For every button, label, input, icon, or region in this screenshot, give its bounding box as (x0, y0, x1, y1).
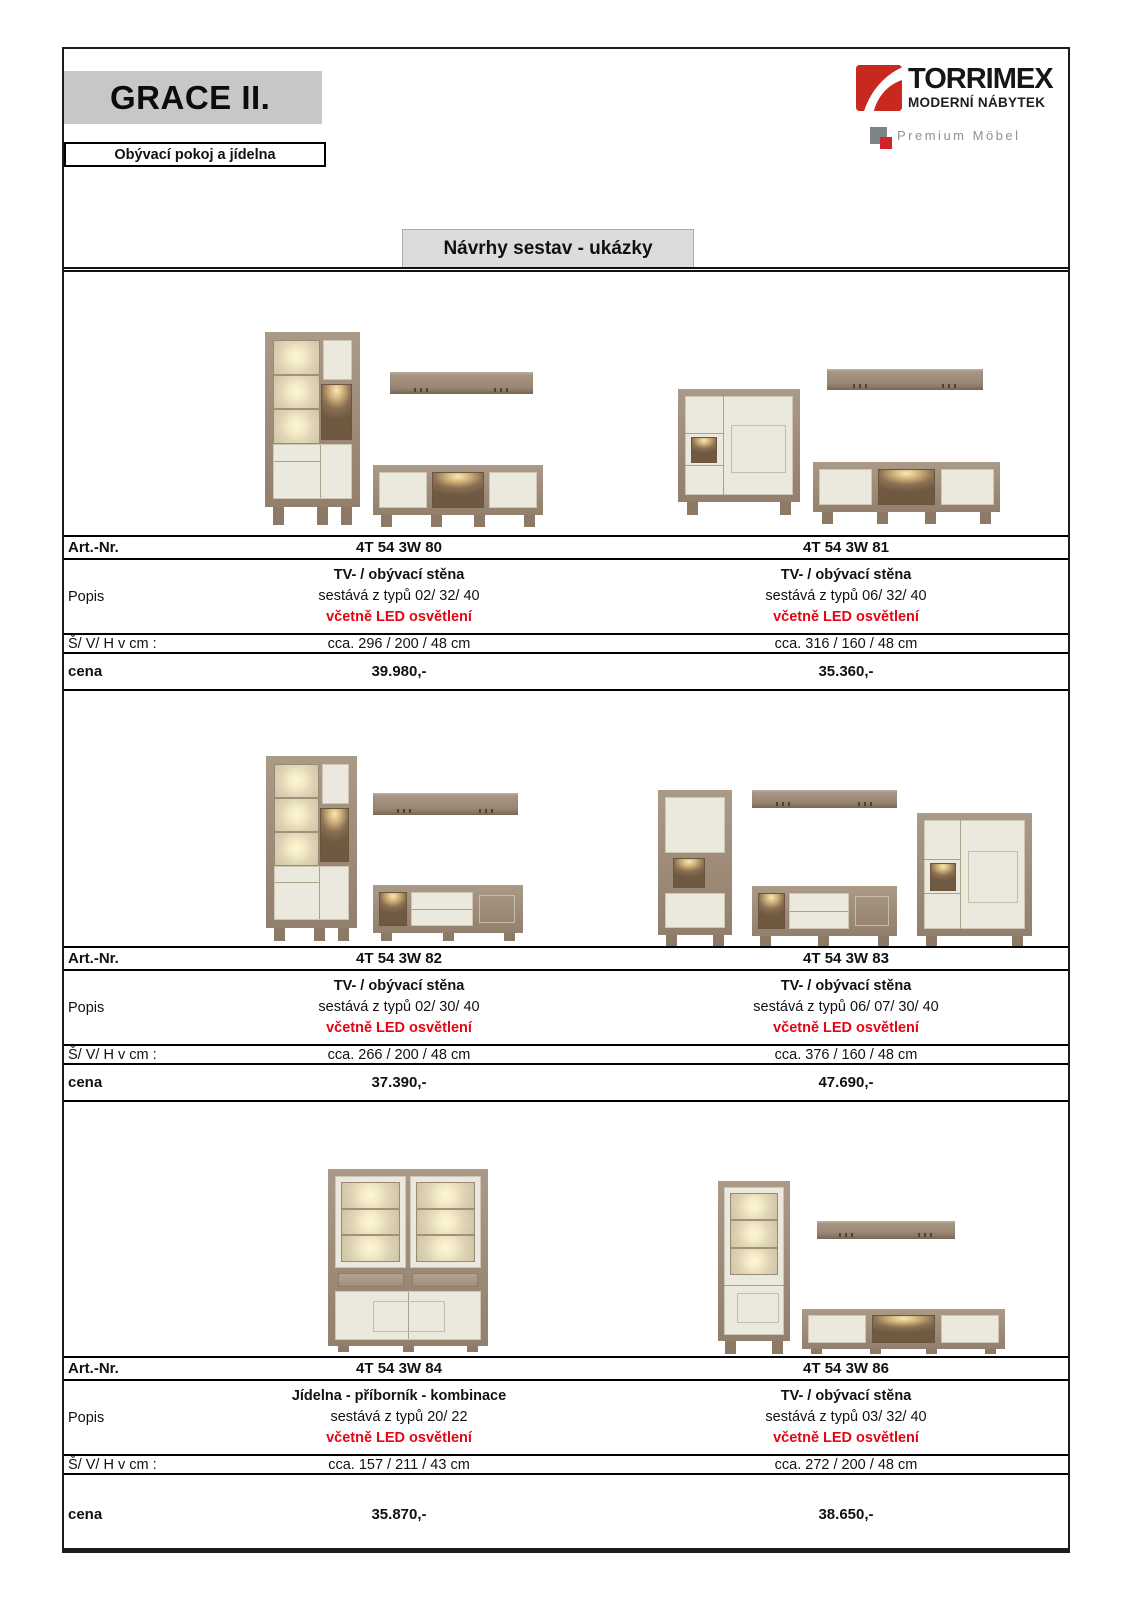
led-spots (494, 388, 509, 392)
dims-label: Š/ V/ H v cm : (68, 1046, 157, 1063)
foot (980, 512, 991, 524)
panel-outline (968, 851, 1018, 903)
brand-tagline: MODERNÍ NÁBYTEK (908, 95, 1046, 110)
glass-panel (341, 1182, 400, 1262)
foot (274, 928, 285, 941)
foot (314, 928, 325, 941)
lit-diamond (274, 410, 319, 443)
premium-red-square-icon (880, 137, 892, 149)
door-panel (665, 893, 725, 928)
popis-sub: sestává z typů 02/ 32/ 40 (318, 587, 480, 604)
foot (811, 1349, 822, 1354)
art-nr-label: Art.-Nr. (68, 539, 119, 556)
led-niche (673, 858, 705, 888)
popis-label: Popis (68, 1409, 105, 1426)
popis-led: včetně LED osvětlení (773, 1020, 919, 1036)
popis-title: TV- / obývací stěna (780, 977, 912, 994)
popis-title: TV- / obývací stěna (333, 977, 465, 994)
brand-name: TORRIMEX (908, 63, 1053, 95)
lit-diamond (342, 1210, 399, 1235)
led-spots (839, 1233, 854, 1237)
panel-seam (685, 465, 723, 466)
lit-diamond (342, 1236, 399, 1261)
dims-label: Š/ V/ H v cm : (68, 1456, 157, 1473)
lit-diamond (417, 1183, 474, 1208)
foot (341, 507, 352, 525)
door-panel (808, 1315, 866, 1343)
popis-sub: sestává z typů 06/ 07/ 30/ 40 (753, 998, 939, 1015)
foot (780, 502, 791, 515)
foot (713, 935, 724, 946)
popis-label: Popis (68, 999, 105, 1016)
vitrine-illustration (266, 756, 357, 928)
wall-shelf-illustration (817, 1221, 955, 1239)
door-panel (819, 469, 872, 505)
foot (926, 936, 937, 946)
panel-outline (855, 896, 889, 926)
door-panel (274, 866, 349, 920)
art-nr-row (64, 946, 1068, 971)
lit-diamond (274, 341, 319, 374)
product-section-2 (64, 691, 1068, 1102)
foot (403, 1346, 414, 1352)
torrimex-logo (856, 63, 1053, 111)
foot (822, 512, 833, 524)
dims-label: Š/ V/ H v cm : (68, 635, 157, 652)
brand-text-block (908, 65, 1053, 110)
led-niche (432, 472, 484, 508)
door-panel (323, 340, 352, 380)
foot (925, 512, 936, 524)
popis-value (624, 1386, 1068, 1449)
foot (725, 1341, 736, 1354)
popis-led: včetně LED osvětlení (326, 1430, 472, 1446)
cena-value: 37.390,- (371, 1074, 427, 1091)
page-title: GRACE II. (64, 71, 322, 124)
popis-value (174, 565, 624, 628)
foot (985, 1349, 996, 1354)
glass-panel (274, 764, 319, 866)
foot (870, 1349, 881, 1354)
led-spots (918, 1233, 933, 1237)
door-panel (941, 1315, 999, 1343)
art-nr-row (64, 535, 1068, 560)
foot (381, 515, 392, 527)
led-niche (758, 893, 785, 929)
lowboard-illustration (373, 885, 523, 933)
art-nr-value: 4T 54 3W 82 (356, 950, 442, 967)
art-nr-value: 4T 54 3W 86 (803, 1360, 889, 1377)
popis-row (64, 971, 1068, 1044)
foot (338, 1346, 349, 1352)
door-panel (941, 469, 994, 505)
lit-diamond (275, 799, 318, 831)
popis-title: TV- / obývací stěna (780, 566, 912, 583)
dims-row (64, 1044, 1068, 1065)
cena-label: cena (68, 1505, 103, 1523)
wall-shelf-illustration (827, 369, 983, 390)
foot (338, 928, 349, 941)
panel-seam (790, 911, 848, 912)
cabinet-illustration (658, 790, 732, 935)
cena-label: cena (68, 1074, 103, 1091)
popis-value (174, 1386, 624, 1449)
art-nr-label: Art.-Nr. (68, 950, 119, 967)
led-niche (930, 863, 956, 891)
panel-outline (737, 1293, 779, 1323)
product-image-4t543w86 (568, 1102, 1072, 1356)
popis-led: včetně LED osvětlení (773, 1430, 919, 1446)
popis-led: včetně LED osvětlení (773, 609, 919, 625)
panel-seam (274, 461, 320, 462)
wall-shelf-illustration (752, 790, 897, 808)
lowboard-illustration (813, 462, 1000, 512)
panel-seam (685, 433, 723, 434)
lit-diamond (275, 833, 318, 865)
cena-value: 35.360,- (818, 663, 874, 680)
popis-led: včetně LED osvětlení (326, 609, 472, 625)
led-spots (776, 802, 791, 806)
dims-value: cca. 157 / 211 / 43 cm (328, 1456, 470, 1473)
dims-value: cca. 316 / 160 / 48 cm (774, 635, 918, 652)
lit-diamond (417, 1236, 474, 1261)
panel-seam (924, 893, 960, 894)
foot (524, 515, 535, 527)
premium-label: Premium Möbel (897, 128, 1021, 143)
dims-value: cca. 296 / 200 / 48 cm (327, 635, 471, 652)
popis-sub: sestává z typů 03/ 32/ 40 (765, 1408, 927, 1425)
images-row-3 (64, 1102, 1068, 1356)
product-image-4t543w83 (568, 691, 1072, 946)
popis-label: Popis (68, 588, 105, 605)
led-spots (853, 384, 868, 388)
popis-title: Jídelna - příborník - kombinace (291, 1387, 507, 1404)
panel-seam (924, 859, 960, 860)
led-spots (397, 809, 412, 813)
buffet-illustration (328, 1169, 488, 1346)
foot (431, 515, 442, 527)
lowboard-illustration (752, 886, 897, 936)
glass-panel (730, 1193, 778, 1275)
led-niche (379, 892, 407, 926)
panel-seam (723, 396, 724, 495)
foot (381, 933, 392, 941)
product-section-3 (64, 1102, 1068, 1553)
product-image-4t543w82 (64, 691, 568, 946)
foot (772, 1341, 783, 1354)
panel-seam (275, 882, 319, 883)
dims-value: cca. 266 / 200 / 48 cm (327, 1046, 471, 1063)
dims-value: cca. 272 / 200 / 48 cm (774, 1456, 918, 1473)
led-spots (858, 802, 873, 806)
foot (1012, 936, 1023, 946)
panel-seam (320, 445, 321, 498)
foot (878, 936, 889, 946)
panel-seam (960, 820, 961, 929)
lit-diamond (342, 1183, 399, 1208)
images-row-1 (64, 272, 1068, 535)
art-nr-value: 4T 54 3W 84 (356, 1360, 442, 1377)
cena-row (64, 654, 1068, 691)
dims-row (64, 633, 1068, 654)
wall-shelf-illustration (373, 793, 518, 815)
popis-title: TV- / obývací stěna (780, 1387, 912, 1404)
art-nr-row (64, 1356, 1068, 1381)
led-spots (479, 809, 494, 813)
panel-seam (724, 1285, 784, 1286)
vitrine-illustration (265, 332, 360, 507)
lowboard-illustration (373, 465, 543, 515)
panel-outline (373, 1301, 445, 1332)
product-section-1 (64, 272, 1068, 691)
cena-row (64, 1475, 1068, 1553)
foot (474, 515, 485, 527)
product-image-4t543w81 (568, 272, 1072, 535)
wall-shelf-illustration (390, 372, 533, 394)
foot (666, 935, 677, 946)
product-image-4t543w84 (64, 1102, 568, 1356)
panel-outline (479, 895, 515, 923)
lowboard-illustration (802, 1309, 1005, 1349)
lit-diamond (274, 376, 319, 409)
drawer-front (338, 1273, 404, 1287)
popis-title: TV- / obývací stěna (333, 566, 465, 583)
door-panel (322, 764, 349, 804)
door-panel (489, 472, 537, 508)
lit-diamond (731, 1249, 777, 1274)
led-spots (942, 384, 957, 388)
foot (926, 1349, 937, 1354)
art-nr-label: Art.-Nr. (68, 1360, 119, 1377)
lit-diamond (275, 765, 318, 797)
foot (877, 512, 888, 524)
foot (443, 933, 454, 941)
popis-value (174, 976, 624, 1039)
brand-logo (856, 63, 1053, 144)
drawer-panel (789, 893, 849, 929)
cena-value: 47.690,- (818, 1074, 874, 1091)
led-niche (320, 808, 349, 862)
premium-square-icon (870, 127, 887, 144)
page-subtitle: Obývací pokoj a jídelna (64, 142, 326, 167)
door-panel (273, 444, 352, 499)
cena-value: 35.870,- (371, 1505, 427, 1523)
foot (818, 936, 829, 946)
cena-row (64, 1065, 1068, 1102)
glass-panel (416, 1182, 475, 1262)
foot (317, 507, 328, 525)
foot (504, 933, 515, 941)
panel-seam (319, 867, 320, 919)
popis-row (64, 560, 1068, 633)
images-row-2 (64, 691, 1068, 946)
highboard-illustration (917, 813, 1032, 936)
lit-diamond (731, 1221, 777, 1246)
cena-value: 39.980,- (371, 663, 427, 680)
foot (467, 1346, 478, 1352)
door-panel (335, 1291, 481, 1340)
art-nr-value: 4T 54 3W 80 (356, 539, 442, 556)
popis-value (624, 565, 1068, 628)
popis-value (624, 976, 1068, 1039)
page-header (64, 49, 1068, 267)
art-nr-value: 4T 54 3W 83 (803, 950, 889, 967)
glass-panel (273, 340, 320, 444)
drawer-front (412, 1273, 478, 1287)
door-panel (379, 472, 427, 508)
cena-value: 38.650,- (818, 1505, 874, 1523)
dims-value: cca. 376 / 160 / 48 cm (774, 1046, 918, 1063)
premium-moebel-logo (870, 127, 1046, 144)
cena-label: cena (68, 663, 103, 680)
popis-led: včetně LED osvětlení (326, 1020, 472, 1036)
dims-row (64, 1454, 1068, 1475)
lit-diamond (417, 1210, 474, 1235)
led-spots (414, 388, 429, 392)
popis-row (64, 1381, 1068, 1454)
led-niche (872, 1315, 935, 1343)
catalog-page (62, 47, 1070, 1553)
popis-sub: sestává z typů 20/ 22 (330, 1408, 468, 1425)
foot (760, 936, 771, 946)
led-niche (691, 437, 717, 463)
vitrine-illustration (718, 1181, 790, 1341)
led-niche (878, 469, 935, 505)
popis-sub: sestává z typů 02/ 30/ 40 (318, 998, 480, 1015)
product-image-4t543w80 (64, 272, 568, 535)
foot (273, 507, 284, 525)
torrimex-logo-icon (856, 65, 902, 111)
popis-sub: sestává z typů 06/ 32/ 40 (765, 587, 927, 604)
foot (687, 502, 698, 515)
panel-outline (731, 425, 786, 473)
section-title: Návrhy sestav - ukázky (402, 229, 694, 267)
highboard-illustration (678, 389, 800, 502)
drawer-panel (411, 892, 473, 926)
led-niche (321, 384, 352, 440)
door-panel (665, 797, 725, 853)
panel-seam (412, 909, 472, 910)
art-nr-value: 4T 54 3W 81 (803, 539, 889, 556)
lit-diamond (731, 1194, 777, 1219)
